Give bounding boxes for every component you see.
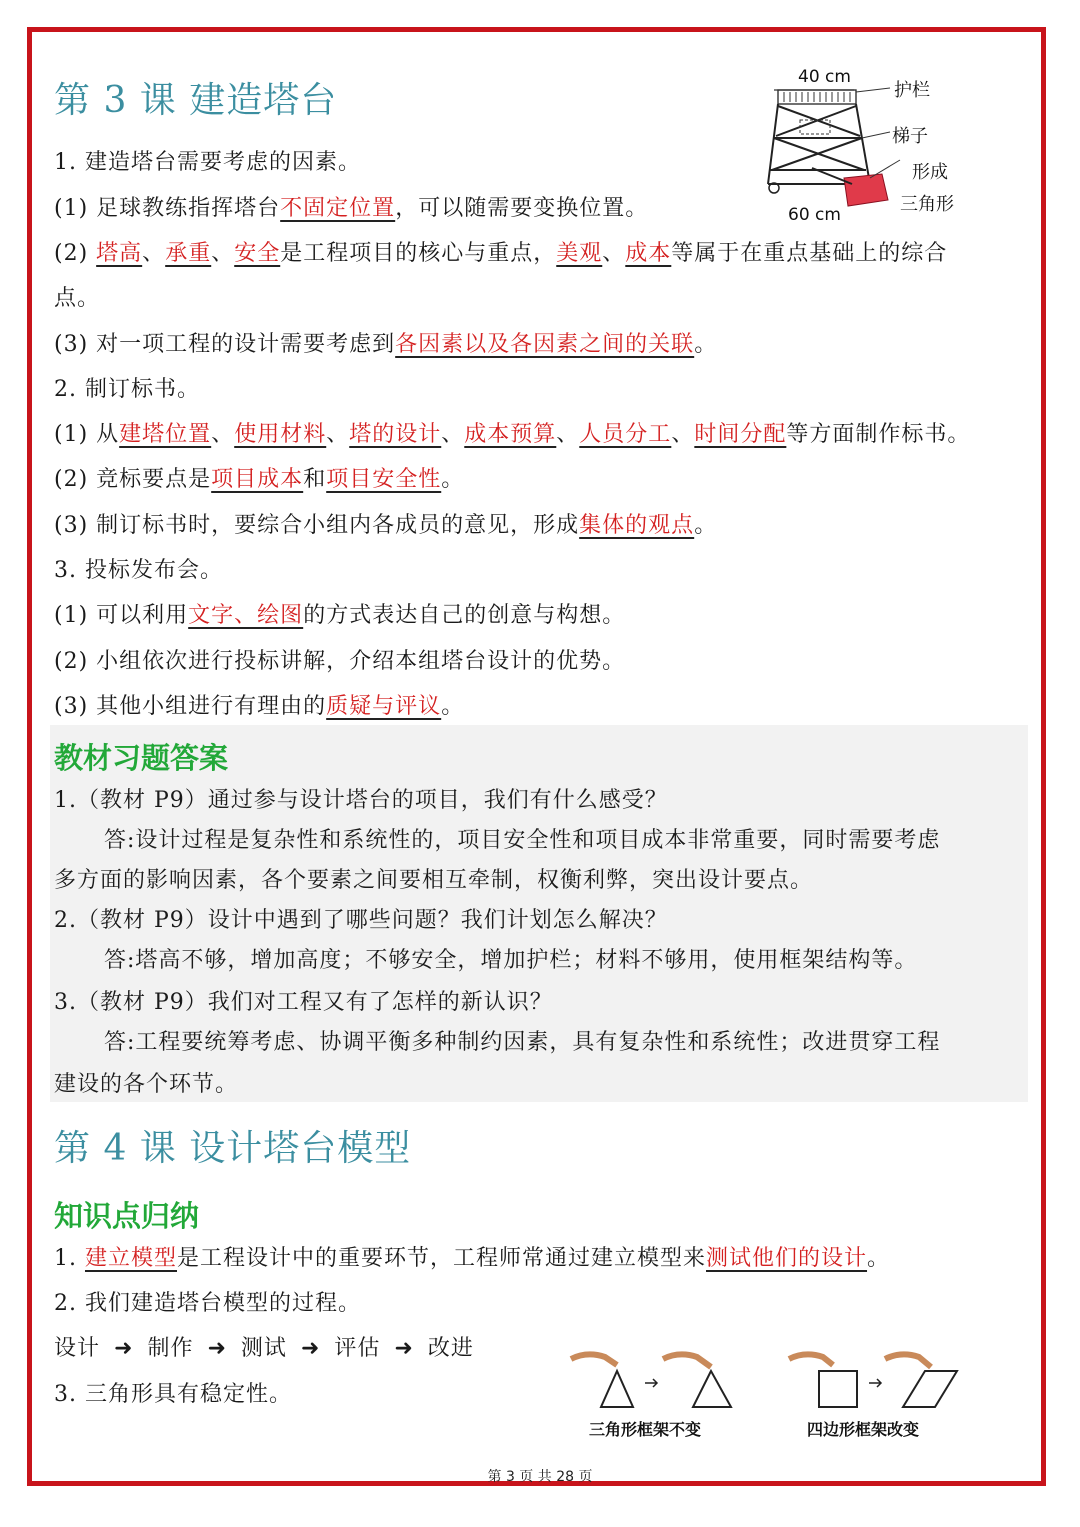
lesson4-point-2: 2. 我们建造塔台模型的过程。 <box>54 1291 361 1316</box>
section-3-item-3: (3) 其他小组进行有理由的质疑与评议。 <box>54 694 465 719</box>
knowledge-heading: 知识点归纳 <box>54 1199 200 1233</box>
section-3-heading: 3. 投标发布会。 <box>54 558 223 583</box>
exercise-q3: 3.（教材 P9）我们对工程又有了怎样的新认识？ <box>54 990 553 1015</box>
section-2-heading: 2. 制订标书。 <box>54 377 200 402</box>
label-guardrail: 护栏 <box>894 80 930 101</box>
tower-bottom-width: 60 cm <box>788 205 841 225</box>
process-flow <box>54 1334 474 1364</box>
section-2-item-3: (3) 制订标书时，要综合小组内各成员的意见，形成集体的观点。 <box>54 513 718 538</box>
flow-step: 设计 <box>54 1336 101 1361</box>
arrow-icon: ➜ <box>394 1336 414 1361</box>
tower-figure <box>760 60 980 230</box>
exercise-a1-line2: 多方面的影响因素，各个要素之间要相互牵制，权衡利弊，突出设计要点。 <box>54 868 814 893</box>
exercise-q1: 1.（教材 P9）通过参与设计塔台的项目，我们有什么感受？ <box>54 788 668 813</box>
section-1-heading: 1. 建造塔台需要考虑的因素。 <box>54 150 361 175</box>
flow-step: 测试 <box>240 1336 287 1361</box>
arrow-icon: ➜ <box>114 1336 134 1361</box>
caption-square: 四边形框架改变 <box>807 1420 920 1439</box>
arrow-icon: ➜ <box>300 1336 321 1361</box>
exercise-a2: 答:塔高不够，增加高度；不够安全，增加护栏；材料不够用，使用框架结构等。 <box>104 948 918 973</box>
exercise-a3-line2: 建设的各个环节。 <box>54 1072 239 1097</box>
exercise-a1-line1: 答:设计过程是复杂性和系统性的，项目安全性和项目成本非常重要，同时需要考虑 <box>104 828 941 853</box>
tower-top-width: 40 cm <box>798 67 851 87</box>
lesson4-title: 第 4 课 设计塔台模型 <box>54 1128 412 1169</box>
caption-triangle: 三角形框架不变 <box>589 1420 702 1439</box>
label-ladder: 梯子 <box>892 126 928 147</box>
flow-step: 改进 <box>427 1336 474 1361</box>
section-1-item-2: (2) 塔高、承重、安全是工程项目的核心与重点，美观、成本等属于在重点基础上的综合 <box>54 241 948 266</box>
section-3-item-1: (1) 可以利用文字、绘图的方式表达自己的创意与构想。 <box>54 603 626 628</box>
section-1-item-3: (3) 对一项工程的设计需要考虑到各因素以及各因素之间的关联。 <box>54 332 718 357</box>
section-1-item-1: (1) 足球教练指挥塔台不固定位置，可以随需要变换位置。 <box>54 196 649 221</box>
flow-step: 评估 <box>334 1336 381 1361</box>
flow-step: 制作 <box>147 1336 194 1361</box>
exercise-a3-line1: 答:工程要统筹考虑、协调平衡多种制约因素，具有复杂性和系统性；改进贯穿工程 <box>104 1030 941 1055</box>
lesson3-title: 第 3 课 建造塔台 <box>54 80 338 121</box>
arrow-icon: ➜ <box>207 1336 227 1361</box>
exercises-heading: 教材习题答案 <box>54 741 229 775</box>
section-3-item-2: (2) 小组依次进行投标讲解，介绍本组塔台设计的优势。 <box>54 649 626 674</box>
lesson4-point-1: 1. 建立模型是工程设计中的重要环节，工程师常通过建立模型来测试他们的设计。 <box>54 1246 891 1271</box>
section-1-item-2-cont: 点。 <box>54 286 101 311</box>
page-number: 第 3 页 共 28 页 <box>487 1469 593 1485</box>
stability-figure <box>565 1345 975 1445</box>
lesson4-point-3: 3. 三角形具有稳定性。 <box>54 1382 292 1407</box>
section-2-item-1: (1) 从建塔位置、使用材料、塔的设计、成本预算、人员分工、时间分配等方面制作标书。 <box>54 422 971 447</box>
section-2-item-2: (2) 竞标要点是项目成本和项目安全性。 <box>54 467 465 492</box>
label-triangle: 三角形 <box>900 194 954 215</box>
exercise-q2: 2.（教材 P9）设计中遇到了哪些问题？我们计划怎么解决？ <box>54 908 668 933</box>
label-form: 形成 <box>912 162 948 183</box>
